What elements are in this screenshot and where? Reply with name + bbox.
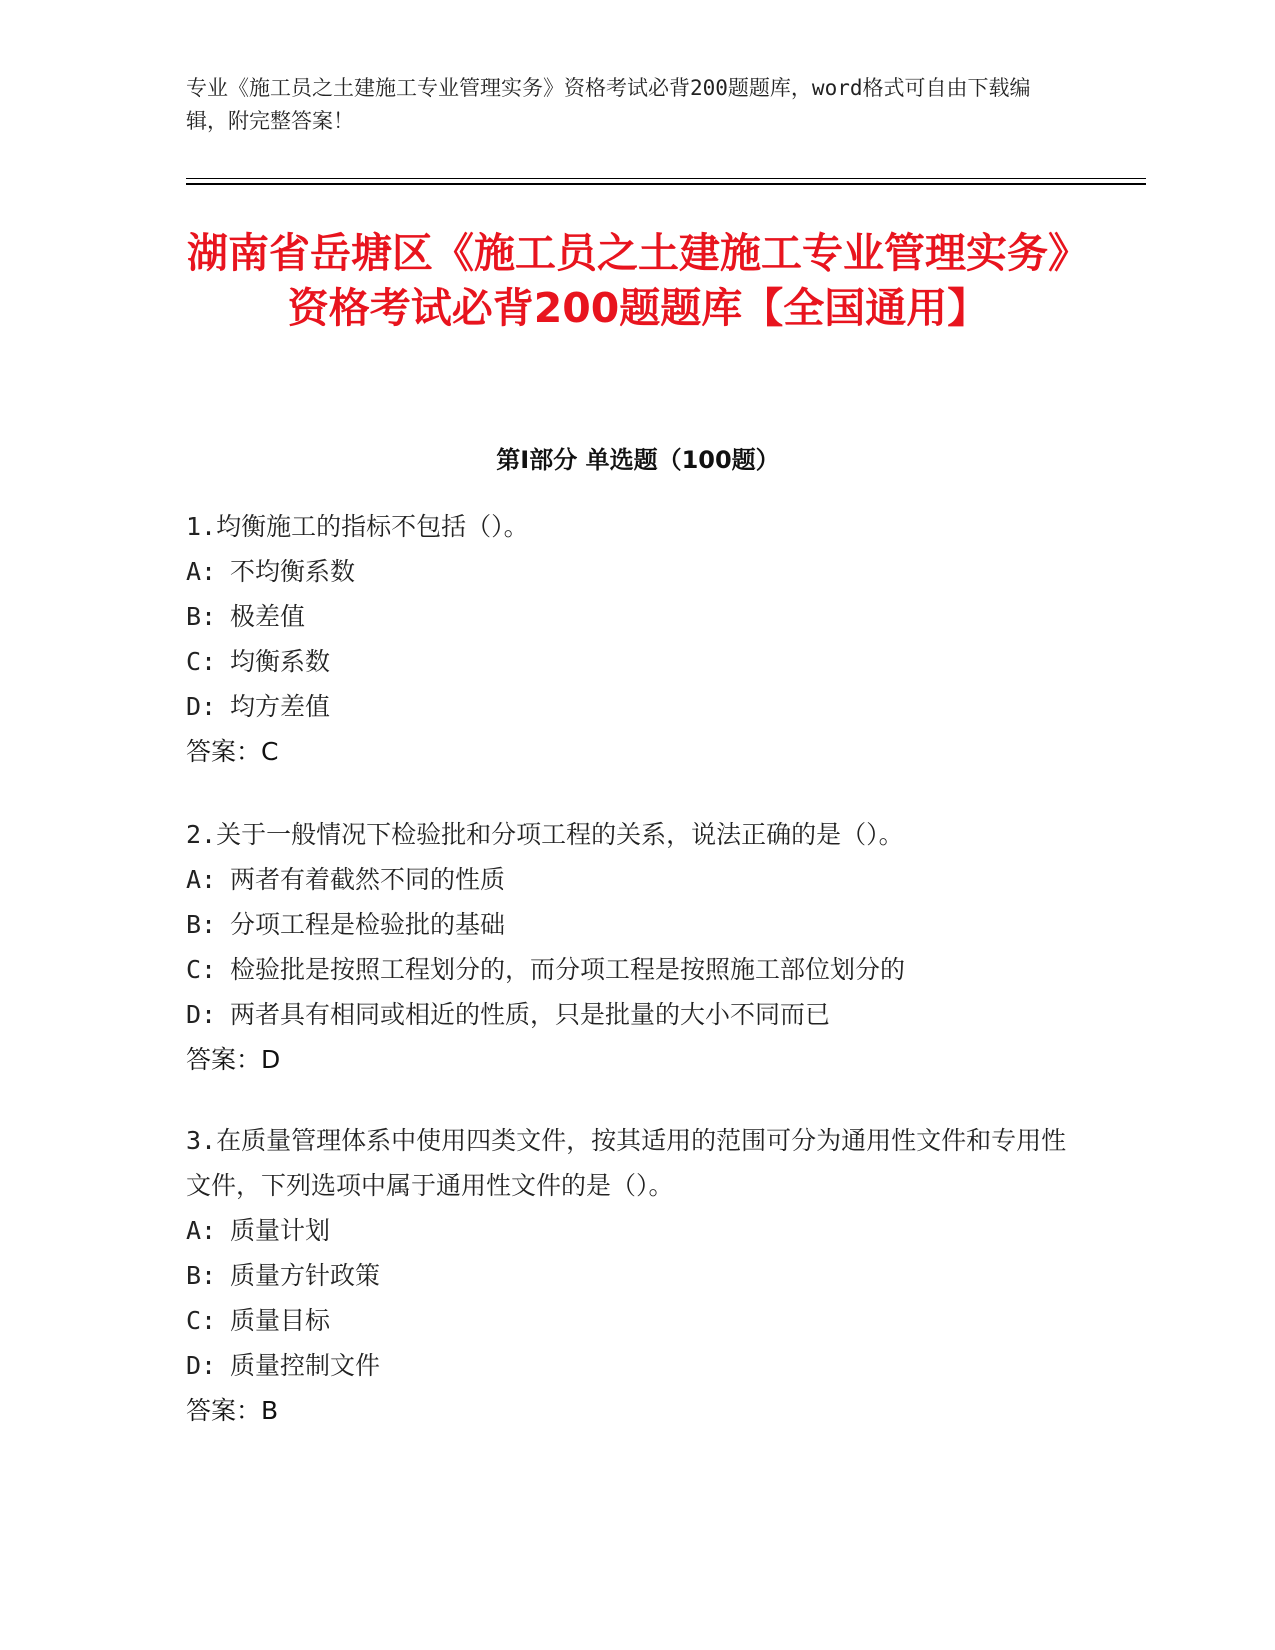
question-block-1 — [186, 504, 1086, 774]
option-key: B: — [186, 602, 217, 631]
answer-line: 答案：D — [186, 1045, 281, 1074]
option-text: 两者具有相同或相近的性质，只是批量的大小不同而已 — [230, 1000, 831, 1029]
option-text: 质量计划 — [230, 1216, 331, 1245]
option-key: C: — [186, 1306, 217, 1335]
option-text: 质量目标 — [230, 1306, 331, 1335]
option-key: A: — [186, 1216, 217, 1245]
option-a — [186, 1208, 1086, 1253]
question-block-3 — [186, 1118, 1086, 1433]
option-key: B: — [186, 1261, 217, 1290]
question-text: 3.在质量管理体系中使用四类文件，按其适用的范围可分为通用性文件和专用性文件，下列选项中属于通用性文件的是（）。 — [186, 1126, 1067, 1200]
option-b — [186, 594, 1086, 639]
option-text: 均方差值 — [230, 692, 331, 721]
question-block-2 — [186, 812, 1086, 1082]
option-text: 质量方针政策 — [230, 1261, 381, 1290]
option-b — [186, 902, 1086, 947]
option-key: A: — [186, 865, 217, 894]
option-c — [186, 1298, 1086, 1343]
option-d — [186, 684, 1086, 729]
answer-line: 答案：C — [186, 737, 279, 766]
header-divider-thin — [186, 178, 1146, 179]
option-key: A: — [186, 557, 217, 586]
header-divider-thick — [186, 183, 1146, 185]
option-a — [186, 857, 1086, 902]
option-text: 检验批是按照工程划分的，而分项工程是按照施工部位划分的 — [230, 955, 906, 984]
option-text: 分项工程是检验批的基础 — [230, 910, 506, 939]
question-text: 1.均衡施工的指标不包括（）。 — [186, 512, 529, 541]
question-text: 2.关于一般情况下检验批和分项工程的关系，说法正确的是（）。 — [186, 820, 904, 849]
option-key: D: — [186, 1351, 217, 1380]
option-c — [186, 947, 1086, 992]
option-text: 均衡系数 — [230, 647, 331, 676]
option-key: D: — [186, 692, 217, 721]
option-text: 不均衡系数 — [230, 557, 356, 586]
option-key: C: — [186, 955, 217, 984]
option-key: D: — [186, 1000, 217, 1029]
option-c — [186, 639, 1086, 684]
header-note: 专业《施工员之土建施工专业管理实务》资格考试必背200题题库，word格式可自由下载编辑，附完整答案！ — [186, 76, 1031, 133]
option-d — [186, 992, 1086, 1037]
document-title: 湖南省岳塘区《施工员之土建施工专业管理实务》资格考试必背200题题库【全国通用】 — [187, 229, 1089, 332]
option-text: 质量控制文件 — [230, 1351, 381, 1380]
option-b — [186, 1253, 1086, 1298]
option-key: B: — [186, 910, 217, 939]
section-heading: 第I部分 单选题（100题） — [496, 446, 780, 474]
option-d — [186, 1343, 1086, 1388]
option-key: C: — [186, 647, 217, 676]
option-text: 两者有着截然不同的性质 — [230, 865, 506, 894]
option-a — [186, 549, 1086, 594]
answer-line: 答案：B — [186, 1396, 279, 1425]
option-text: 极差值 — [230, 602, 306, 631]
